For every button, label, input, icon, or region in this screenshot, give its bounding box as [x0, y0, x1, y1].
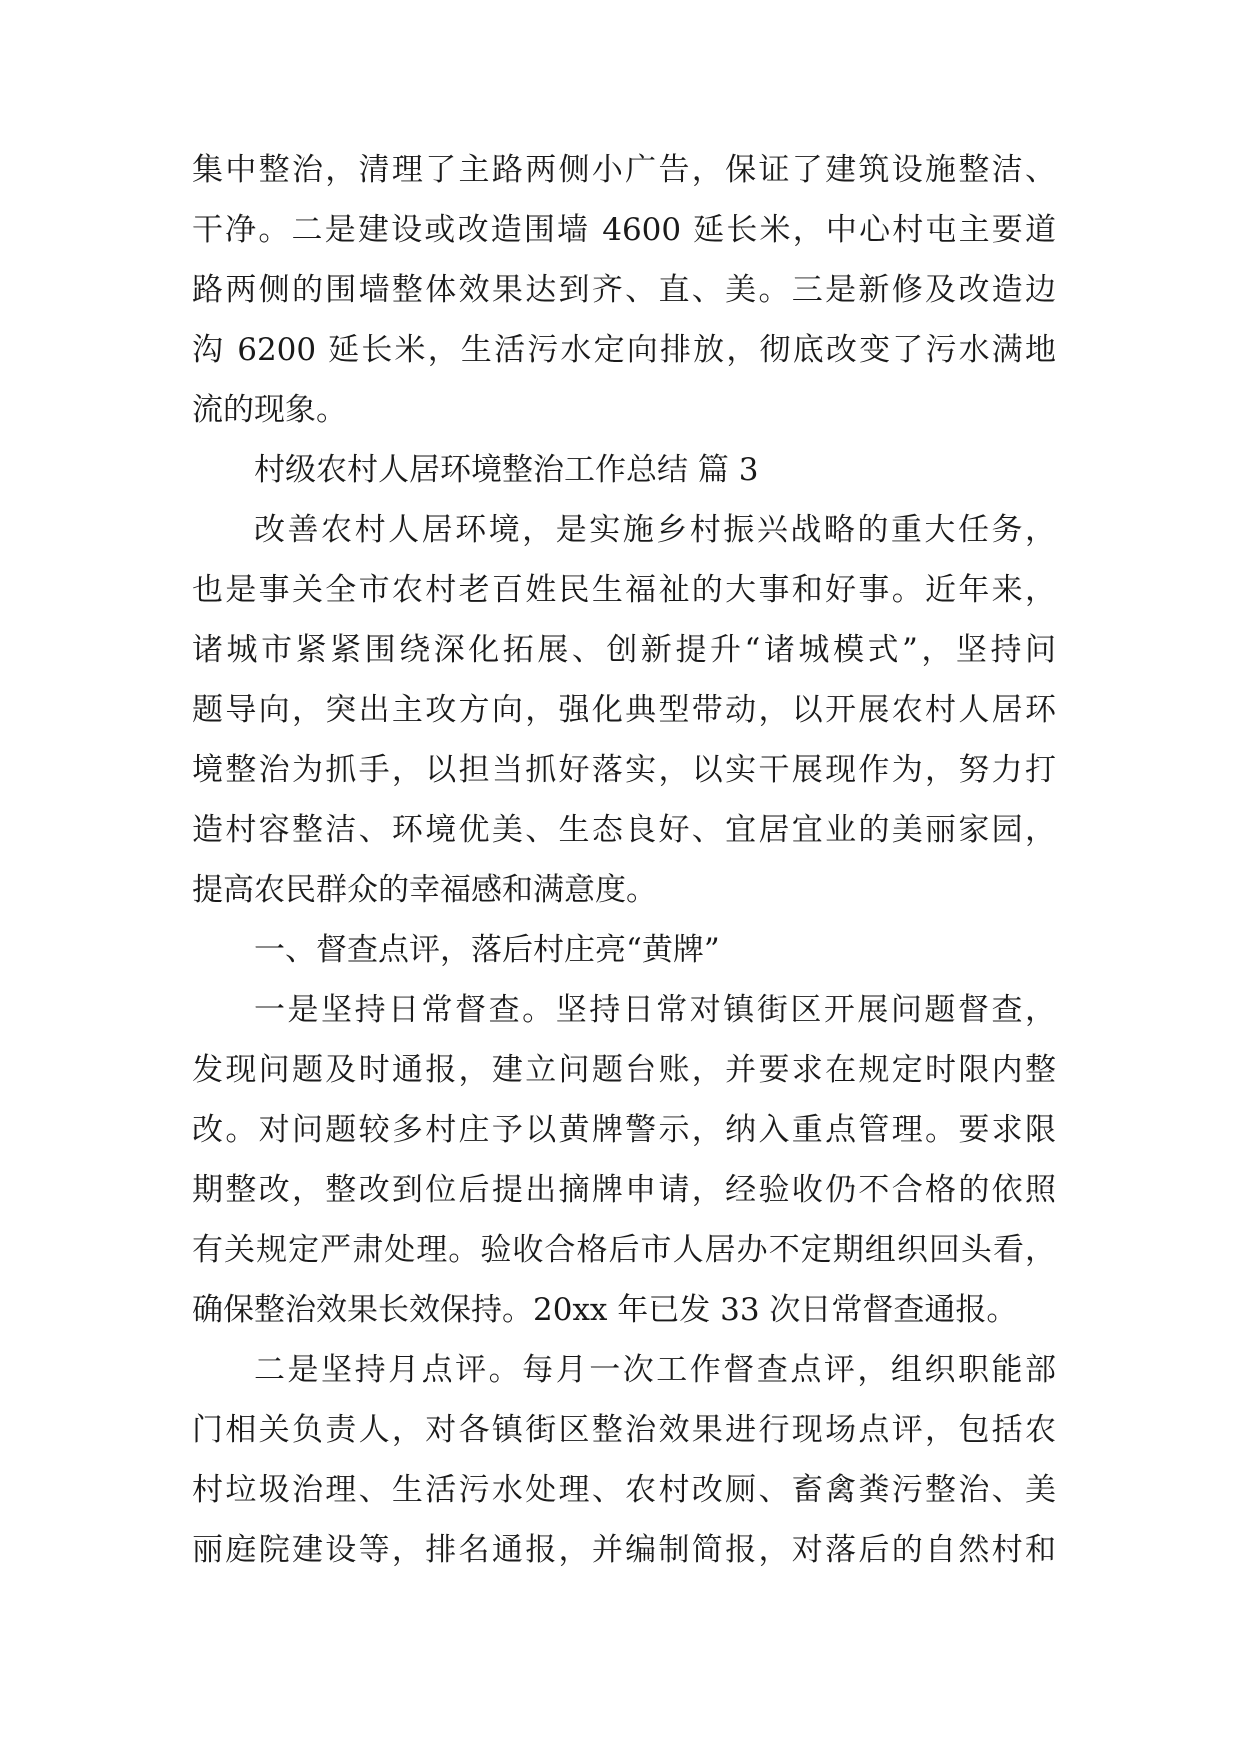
paragraph-line: 题导向，突出主攻方向，强化典型带动，以开展农村人居环: [192, 692, 1056, 728]
paragraph-line: 发现问题及时通报，建立问题台账，并要求在规定时限内整: [192, 1052, 1056, 1088]
paragraph-line: 期整改，整改到位后提出摘牌申请，经验收仍不合格的依照: [192, 1172, 1056, 1208]
paragraph-line: 也是事关全市农村老百姓民生福祉的大事和好事。近年来，: [192, 572, 1056, 608]
paragraph-line: 确保整治效果长效保持。20xx 年已发 33 次日常督查通报。: [192, 1292, 1018, 1328]
subheading: 一、督查点评，落后村庄亮“黄牌”: [254, 932, 720, 968]
document-body: [192, 140, 1056, 1580]
paragraph-line: 提高农民群众的幸福感和满意度。: [192, 872, 657, 908]
paragraph-line: 有关规定严肃处理。验收合格后市人居办不定期组织回头看，: [192, 1232, 1056, 1268]
paragraph-line: 沟 6200 延长米，生活污水定向排放，彻底改变了污水满地: [192, 332, 1056, 368]
paragraph-line: 一是坚持日常督查。坚持日常对镇街区开展问题督查，: [254, 992, 1056, 1028]
intro-paragraph: [192, 500, 1056, 920]
continued-paragraph: [192, 140, 1056, 440]
monthly-review-paragraph: [192, 1340, 1056, 1580]
section-title: 村级农村人居环境整治工作总结 篇 3: [254, 452, 759, 488]
paragraph-line: 干净。二是建设或改造围墙 4600 延长米，中心村屯主要道: [192, 212, 1056, 248]
paragraph-line: 境整治为抓手，以担当抓好落实，以实干展现作为，努力打: [192, 752, 1056, 788]
daily-inspection-paragraph: [192, 980, 1056, 1340]
paragraph-line: 二是坚持月点评。每月一次工作督查点评，组织职能部: [254, 1352, 1056, 1388]
paragraph-line: 改善农村人居环境，是实施乡村振兴战略的重大任务，: [254, 512, 1056, 548]
paragraph-line: 集中整治，清理了主路两侧小广告，保证了建筑设施整洁、: [192, 152, 1056, 188]
paragraph-line: 路两侧的围墙整体效果达到齐、直、美。三是新修及改造边: [192, 272, 1056, 308]
paragraph-line: 丽庭院建设等，排名通报，并编制简报，对落后的自然村和: [192, 1532, 1056, 1568]
paragraph-line: 村垃圾治理、生活污水处理、农村改厕、畜禽粪污整治、美: [192, 1472, 1056, 1508]
paragraph-line: 造村容整洁、环境优美、生态良好、宜居宜业的美丽家园，: [192, 812, 1056, 848]
paragraph-line: 改。对问题较多村庄予以黄牌警示，纳入重点管理。要求限: [192, 1112, 1056, 1148]
paragraph-line: 诸城市紧紧围绕深化拓展、创新提升“诸城模式”，坚持问: [192, 632, 1056, 668]
paragraph-line: 门相关负责人，对各镇街区整治效果进行现场点评，包括农: [192, 1412, 1056, 1448]
paragraph-line: 流的现象。: [192, 392, 347, 428]
